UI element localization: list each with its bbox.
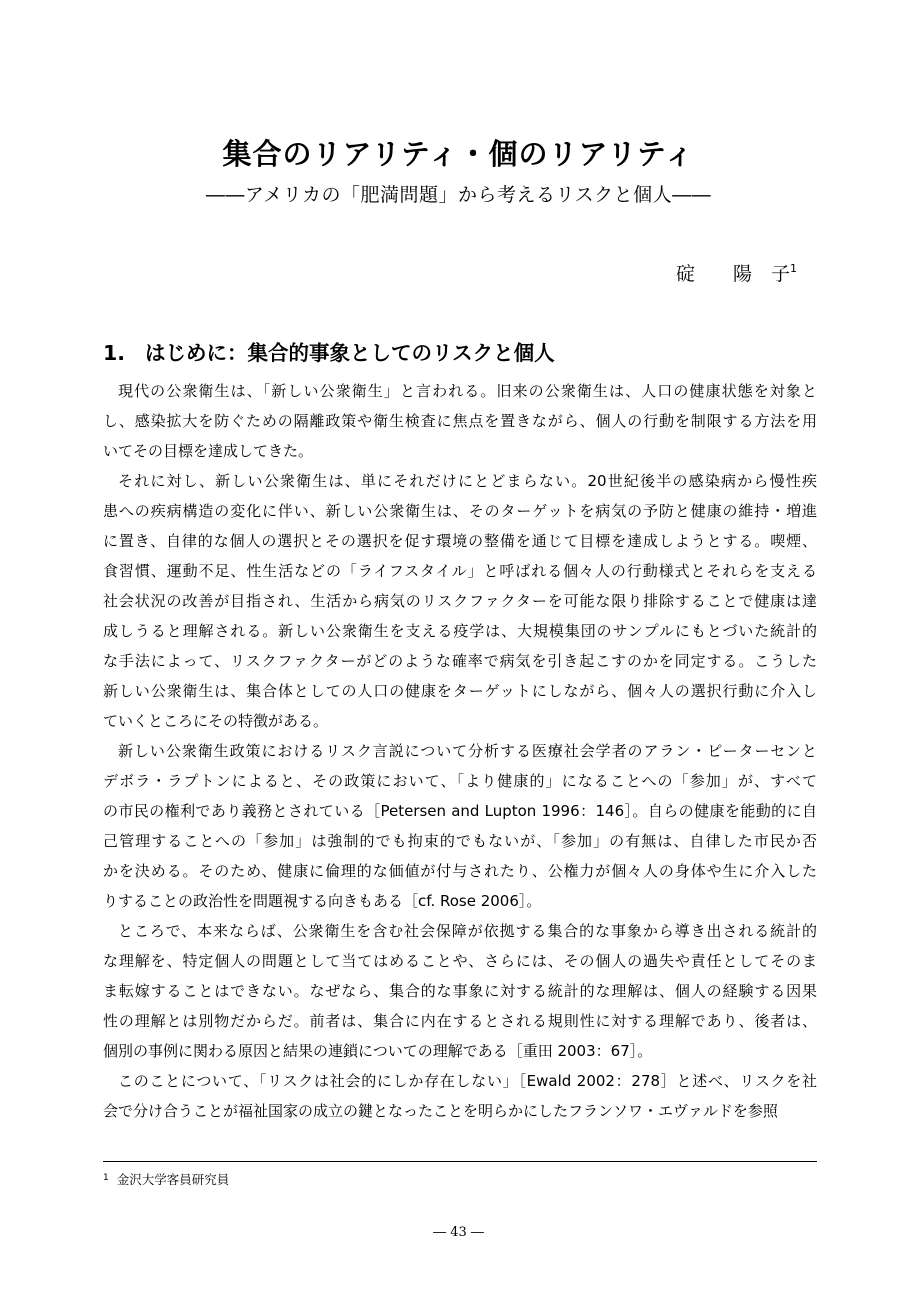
paragraph-line: ていくところにその特徴がある。 [103, 712, 329, 730]
section-heading [103, 336, 555, 366]
paragraph-line: の市民の権利であり義務とされている［Petersen and Lupton 1996：146］。自らの健康を能動的に自 [103, 802, 817, 820]
paragraph-line: 己管理することへの「参加」は強制的でも拘束的でもないが、「参加」の有無は、自律した市民か否 [103, 832, 817, 850]
section-title: はじめに：集合的事象としてのリスクと個人 [145, 341, 555, 365]
paragraph-line: それに対し、新しい公衆衛生は、単にそれだけにとどまらない。20世紀後半の感染病から慢性疾 [118, 472, 817, 490]
paragraph-line: ま転嫁することはできない。なぜなら、集合的な事象に対する統計的な理解は、個人の経験する因果 [103, 982, 817, 1000]
author-name: 碇 陽 子 [675, 263, 790, 285]
paper-subtitle: ――アメリカの「肥満問題」から考えるリスクと個人―― [205, 184, 712, 206]
footnote-number: 1 [103, 1173, 109, 1183]
paragraph-line: 社会状況の改善が目指され、生活から病気のリスクファクターを可能な限り排除することで健康は達 [103, 592, 817, 610]
footnote-marker[interactable]: 1 [790, 262, 797, 275]
paragraph-line: 新しい公衆衛生は、集合体としての人口の健康をターゲットにしながら、個々人の選択行動に介入し [103, 682, 817, 700]
paragraph [103, 736, 817, 916]
footnote-text: 金沢大学客員研究員 [116, 1172, 230, 1187]
paragraph-line: 新しい公衆衛生政策におけるリスク言説について分析する医療社会学者のアラン・ピーターセンと [118, 742, 817, 760]
paragraph [103, 1066, 817, 1126]
page-number: ― 43 ― [433, 1225, 484, 1240]
paragraph-line: りすることの政治性を問題視する向きもある［cf. Rose 2006］。 [103, 892, 542, 910]
paragraph-line: 会で分け合うことが福祉国家の成立の鍵となったことを明らかにしたフランソワ・エヴァルドを参照 [103, 1102, 778, 1120]
paragraph-line: な手法によって、リスクファクターがどのような確率で病気を引き起こすのかを同定する。こうした [103, 652, 817, 670]
author-line [676, 259, 797, 286]
body-text [103, 376, 817, 1126]
paragraph-line: に置き、自律的な個人の選択とその選択を促す環境の整備を通じて目標を達成しようとする。喫煙、 [103, 532, 817, 550]
footnote-divider [103, 1161, 817, 1162]
paragraph-line: 現代の公衆衛生は、「新しい公衆衛生」と言われる。旧来の公衆衛生は、人口の健康状態を対象と [118, 382, 817, 400]
paragraph-line: ところで、本来ならば、公衆衛生を含む社会保障が依拠する集合的な事象から導き出される統計的 [118, 922, 817, 940]
paragraph-line: し、感染拡大を防ぐための隔離政策や衛生検査に焦点を置きながら、個人の行動を制限する方法を用 [103, 412, 817, 430]
paragraph-line: 成しうると理解される。新しい公衆衛生を支える疫学は、大規模集団のサンプルにもとづいた統計的 [103, 622, 817, 640]
paragraph-line: このことについて、「リスクは社会的にしか存在しない」［Ewald 2002：278］と述べ、リスクを社 [118, 1072, 817, 1090]
paragraph [103, 466, 817, 736]
paragraph-line: 食習慣、運動不足、性生活などの「ライフスタイル」と呼ばれる個々人の行動様式とそれらを支える [103, 562, 817, 580]
paragraph-line: 性の理解とは別物だからだ。前者は、集合に内在するとされる規則性に対する理解であり、後者は、 [103, 1012, 817, 1030]
paragraph [103, 916, 817, 1066]
paragraph-line: な理解を、特定個人の問題として当てはめることや、さらには、その個人の過失や責任としてそのま [103, 952, 817, 970]
paragraph-line: かを決める。そのため、健康に倫理的な価値が付与されたり、公権力が個々人の身体や生に介入した [103, 862, 817, 880]
section-number: 1. [103, 341, 126, 365]
paragraph-line: デボラ・ラプトンによると、その政策において、「より健康的」になることへの「参加」が、すべて [103, 772, 817, 790]
paragraph-line: いてその目標を達成してきた。 [103, 442, 314, 460]
paper-title: 集合のリアリティ・個のリアリティ [222, 137, 695, 171]
paragraph-line: 個別の事例に関わる原因と結果の連鎖についての理解である［重田 2003：67］。 [103, 1042, 653, 1060]
paragraph [103, 376, 817, 466]
paragraph-line: 患への疾病構造の変化に伴い、新しい公衆衛生は、そのターゲットを病気の予防と健康の維持・増進 [103, 502, 817, 520]
footnote [103, 1170, 229, 1188]
